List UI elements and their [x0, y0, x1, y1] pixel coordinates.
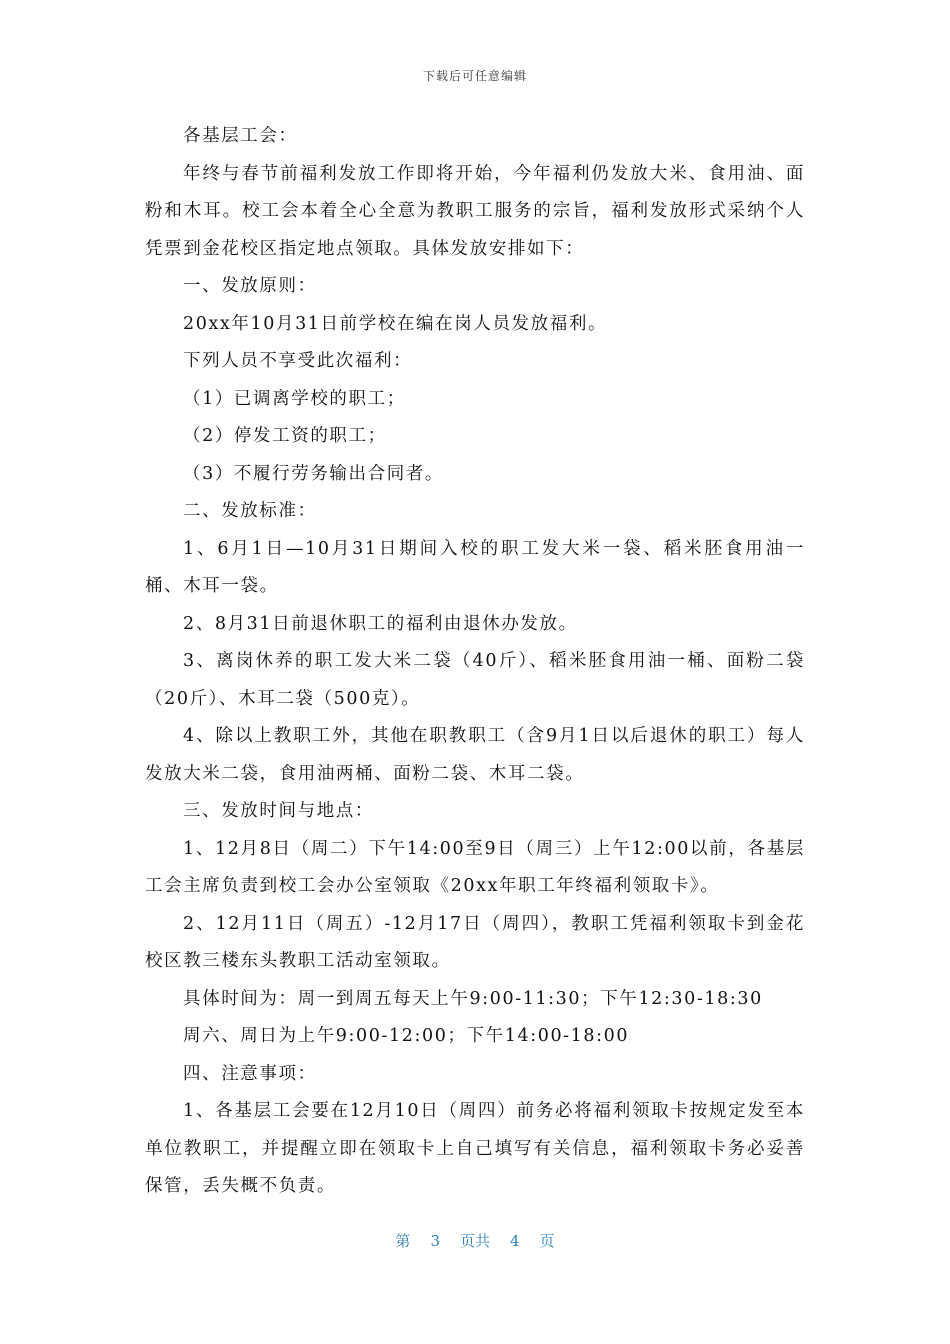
time-place-item: 1、12月8日（周二）下午14:00至9日（周三）上午12:00以前，各基层工会主席负责到校工会办公室领取《20xx年职工年终福利领取卡》。 [145, 838, 805, 896]
footer-page-number: 3 [430, 1232, 440, 1250]
footer-total-pages: 4 [510, 1232, 520, 1250]
exclusion-item: （2）停发工资的职工； [183, 426, 387, 446]
exclusion-item: （3）不履行劳务输出合同者。 [183, 463, 445, 484]
page-header: 下载后可任意编辑 [422, 69, 527, 83]
footer-suffix: 页 [539, 1232, 555, 1250]
schedule-weekend: 周六、周日为上午9:00-12:00；下午14:00-18:00 [183, 1026, 630, 1046]
footer-prefix: 第 [395, 1232, 411, 1250]
principle-text: 20xx年10月31日前学校在编在岗人员发放福利。 [183, 313, 608, 334]
intro-paragraph: 年终与春节前福利发放工作即将开始，今年福利仍发放大米、食用油、面粉和木耳。校工会本着全心全意为教职工服务的宗旨，福利发放形式采纳个人凭票到金花校区指定地点领取。具体发放安排如下： [145, 163, 805, 259]
section-heading-principle: 一、发放原则： [183, 276, 317, 296]
document-body [145, 118, 805, 1206]
exclusion-intro: 下列人员不享受此次福利： [183, 351, 413, 371]
page-footer [0, 1230, 950, 1251]
footer-middle: 页共 [459, 1232, 490, 1250]
salutation: 各基层工会： [183, 126, 298, 146]
section-heading-notes: 四、注意事项： [183, 1063, 317, 1084]
standard-item: 1、6月1日—10月31日期间入校的职工发大米一袋、稻米胚食用油一桶、木耳一袋。 [145, 538, 805, 596]
standard-item: 2、8月31日前退休职工的福利由退休办发放。 [183, 613, 578, 634]
schedule-weekday: 具体时间为：周一到周五每天上午9:00-11:30；下午12:30-18:30 [183, 988, 763, 1009]
section-heading-time-place: 三、发放时间与地点： [183, 801, 374, 821]
section-heading-standard: 二、发放标准： [183, 501, 317, 521]
notes-item: 1、各基层工会要在12月10日（周四）前务必将福利领取卡按规定发至本单位教职工，并提醒立即在领取卡上自己填写有关信息，福利领取卡务必妥善保管，丢失概不负责。 [145, 1101, 805, 1196]
standard-item: 3、离岗休养的职工发大米二袋（40斤）、稻米胚食用油一桶、面粉二袋（20斤）、木耳二袋（500克）。 [145, 651, 805, 709]
time-place-item: 2、12月11日（周五）-12月17日（周四），教职工凭福利领取卡到金花校区教三楼东头教职工活动室领取。 [145, 913, 805, 971]
exclusion-item: （1）已调离学校的职工； [183, 388, 406, 409]
standard-item: 4、除以上教职工外，其他在职教职工（含9月1日以后退休的职工）每人发放大米二袋，食用油两桶、面粉二袋、木耳二袋。 [145, 726, 805, 784]
